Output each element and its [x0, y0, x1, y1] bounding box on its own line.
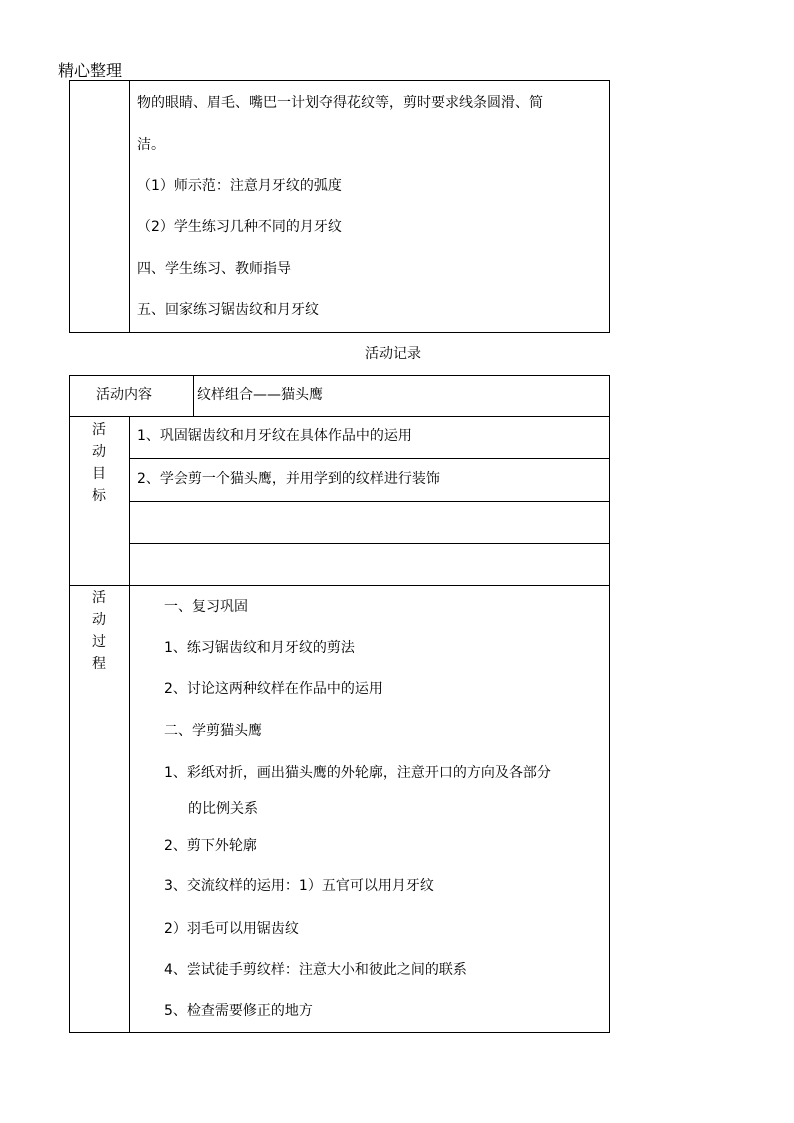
process-step: 二、学剪猫头鹰 — [164, 723, 262, 739]
page-header-title: 精心整理 — [58, 61, 123, 80]
table1-line: （1）师示范：注意月牙纹的弧度 — [137, 178, 342, 194]
table-row-divider — [69, 585, 610, 586]
table-row-divider — [129, 458, 610, 459]
table-row-divider — [69, 416, 610, 417]
activity-process-label: 活动过程 — [92, 590, 106, 672]
table1-line: 洁。 — [137, 137, 165, 153]
table1-line: （2）学生练习几种不同的月牙纹 — [137, 219, 342, 235]
goal-item: 2、学会剪一个猫头鹰，并用学到的纹样进行装饰 — [137, 471, 440, 487]
process-step: 5、检查需要修正的地方 — [164, 1003, 313, 1019]
table-divider — [129, 416, 130, 1033]
table-row-divider — [129, 501, 610, 502]
activity-content-label: 活动内容 — [96, 387, 152, 403]
lesson-table-continued — [69, 80, 610, 333]
process-step: 1、彩纸对折，画出猫头鹰的外轮廓，注意开口的方向及各部分 — [164, 765, 551, 781]
section-title: 活动记录 — [365, 346, 421, 362]
process-step: 2、讨论这两种纹样在作品中的运用 — [164, 681, 383, 697]
table-divider — [129, 80, 130, 333]
process-step: 4、尝试徒手剪纹样：注意大小和彼此之间的联系 — [164, 962, 467, 978]
table1-line: 四、学生练习、教师指导 — [137, 261, 291, 277]
goal-item: 1、巩固锯齿纹和月牙纹在具体作品中的运用 — [137, 428, 412, 444]
table-row-divider — [129, 543, 610, 544]
table-divider — [193, 375, 194, 416]
activity-content-value: 纹样组合——猫头鹰 — [197, 387, 323, 403]
process-step: 1、练习锯齿纹和月牙纹的剪法 — [164, 640, 355, 656]
table1-line: 五、回家练习锯齿纹和月牙纹 — [137, 302, 319, 318]
process-step: 的比例关系 — [188, 801, 258, 817]
process-step: 2、剪下外轮廓 — [164, 838, 257, 854]
process-step: 2）羽毛可以用锯齿纹 — [164, 921, 299, 937]
table1-line: 物的眼睛、眉毛、嘴巴一计划夺得花纹等，剪时要求线条圆滑、简 — [137, 95, 543, 111]
process-step: 一、复习巩固 — [164, 599, 248, 615]
process-step: 3、交流纹样的运用：1）五官可以用月牙纹 — [164, 878, 434, 894]
activity-goals-label: 活动目标 — [92, 422, 106, 504]
